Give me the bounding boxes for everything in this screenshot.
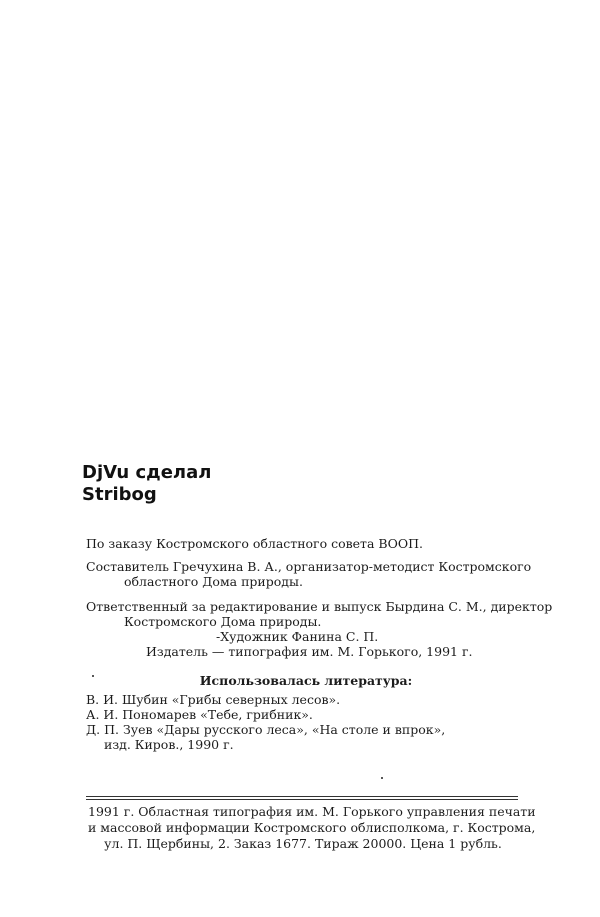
footer-rule-second [86, 799, 518, 800]
publisher-line: Издатель — типография им. М. Горького, 1991 г. [146, 644, 473, 659]
djvu-credit-line2: Stribog [82, 484, 157, 505]
footer-line-3: ул. П. Щербины, 2. Заказ 1677. Тираж 20000. Цена 1 рубль. [104, 836, 502, 851]
literature-item-3: Д. П. Зуев «Дары русского леса», «На столе и впрок», [86, 722, 446, 737]
literature-item-4: изд. Киров., 1990 г. [104, 737, 234, 752]
compiler-line-2: областного Дома природы. [124, 574, 303, 589]
footer-rule-top [86, 796, 518, 797]
literature-item-2: А. И. Пономарев «Тебе, грибник». [86, 707, 313, 722]
footer-line-1: 1991 г. Областная типография им. М. Горького управления печати [88, 804, 536, 819]
print-footer [88, 804, 536, 852]
literature-item-1: В. И. Шубин «Грибы северных лесов». [86, 692, 341, 707]
compiler-line-1: Составитель Гречухина В. А., организатор-методист Костромского [86, 559, 532, 574]
artist-line: -Художник Фанина С. П. [216, 629, 379, 644]
order-line: По заказу Костромского областного совета ВООП. [86, 536, 423, 551]
editor-line-1: Ответственный за редактирование и выпуск Бырдина С. М., директор [86, 599, 553, 614]
footer-line-2: и массовой информации Костромского облисполкома, г. Кострома, [88, 820, 536, 835]
editor-line-2: Костромского Дома природы. [124, 614, 322, 629]
print-speck [92, 675, 94, 677]
imprint-block [86, 536, 553, 752]
literature-title: Использовалась литература: [199, 673, 413, 688]
print-speck [381, 777, 383, 779]
djvu-credit-line1: DjVu сделал [82, 462, 212, 483]
djvu-credit [82, 462, 211, 506]
